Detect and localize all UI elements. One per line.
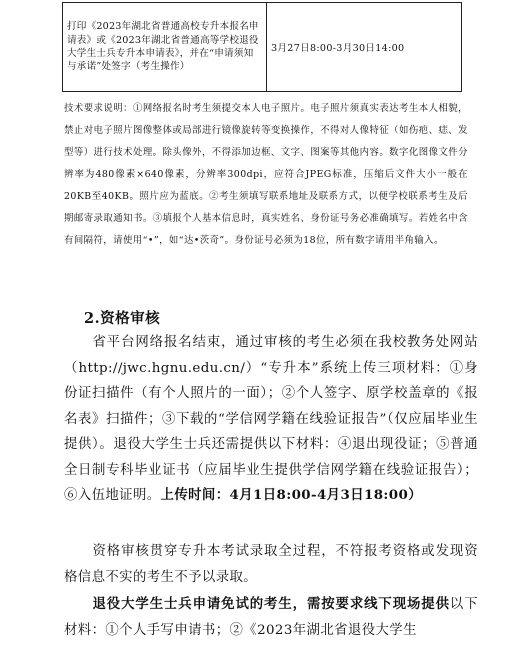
paragraph-veterans — [64, 592, 478, 643]
paragraph-text: 资格审核贯穿专升本考试录取全过程，不符报考资格或发现资格信息不实的考生不予以录取。 — [64, 544, 478, 585]
paragraph-text: 以下材料：①个人手写申请书；②《2023年湖北省退役大学生 — [64, 597, 478, 638]
table-row — [63, 3, 462, 92]
paragraph-qualification — [64, 330, 478, 509]
paragraph-text: 省平台网络报名结束，通过审核的考生必须在我校教务处网站（http://jwc.hgnu.edu.cn/）“专升本”系统上传三项材料：①身份证扫描件（有个人照片的一面）；②个人签字、原学校盖章的《报名表》扫描件；③下载的“学信网学籍在线验证报告”（仅应届毕业生提供）。退役大学生士兵还需提供以下材料：④退出现役证；⑤普通全日制专科毕业证书（应届毕业生提供学信网学籍在线验证报告）；⑥入伍地证明。 — [64, 335, 478, 503]
paragraph-review — [64, 539, 478, 590]
table-cell-item: 打印《2023年湖北省普通高校专升本报名申请表》或《2023年湖北省普通高等学校退役大学生士兵专升本申请表》，并在“申请须知与承诺”处签字（考生操作） — [63, 3, 267, 92]
schedule-table — [62, 2, 462, 92]
veterans-lead: 退役大学生士兵申请免试的考生，需按要求线下现场提供 — [92, 596, 450, 612]
section-heading: 2.资格审核 — [84, 310, 161, 327]
table-cell-time: 3月27日8:00-3月30日14:00 — [267, 3, 462, 92]
note-text: 技术要求说明：①网络报名时考生须提交本人电子照片。电子照片须真实表达考生本人相貌，禁止对电子照片图像整体或局部进行镜像旋转等变换操作，不得对人像特征（如伤疤、痣、发型等）进行技术处理。除头像外，不得添加边框、文字、图案等其他内容。数字化图像文件分辨率为480像素×640像素，分辨率300dpi，应符合JPEG标准，压缩后文件大小一般在20KB至40KB。照片应为蓝底。②考生须填写联系地址及联系方式，以便学校联系考生及后期邮寄录取通知书。③填报个人基本信息时，真实姓名、身份证号务必准确填写。若姓名中含有间隔符，请使用“•”，如“达•茨奇”。身份证号必须为18位，所有数字请用半角输入。 — [64, 103, 468, 246]
technical-requirements-note — [64, 98, 468, 252]
upload-time: 上传时间：4月1日8:00-4月3日18:00） — [160, 487, 422, 503]
